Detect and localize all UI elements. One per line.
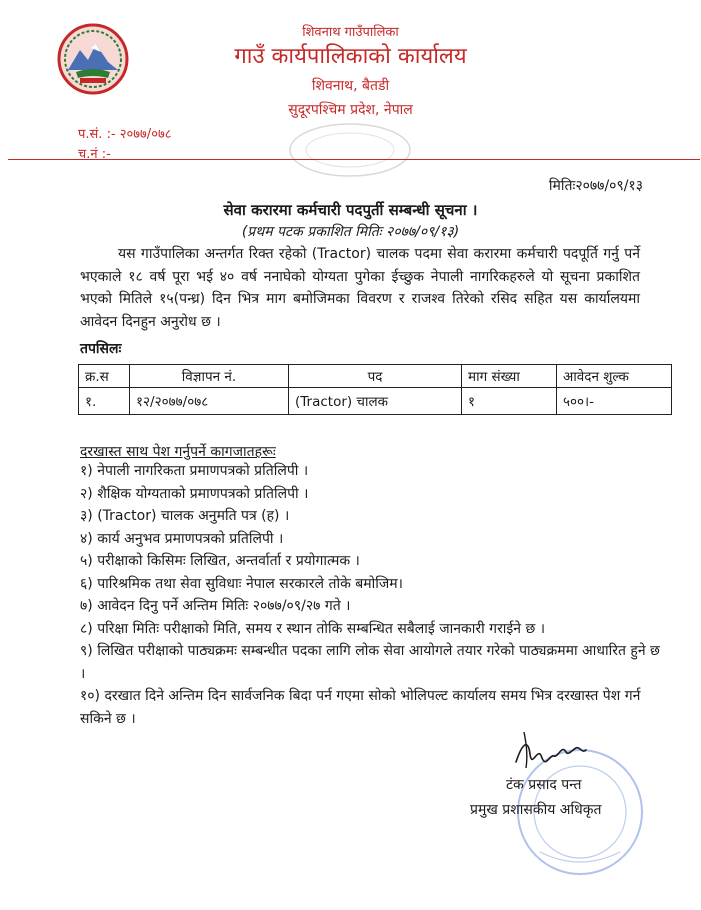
table-cell: ५००।- <box>557 388 672 415</box>
notice-subtitle: (प्रथम पटक प्रकाशित मितिः २०७७/०९/१३) <box>241 224 460 240</box>
table-header: विज्ञापन नं. <box>130 365 289 388</box>
list-item: ३) (Tractor) चालक अनुमति पत्र (ह) । <box>80 508 290 524</box>
notice-body-text: यस गाउँपालिका अन्तर्गत रिक्त रहेको (Tractor) चालक पदमा सेवा करारमा कर्मचारी पदपूर्ति गर्नु पर्ने भएकाले १८ वर्ष पूरा भई ४० वर्ष ननाघेको योग्यता पुगेका ईच्छुक नेपाली नागरिकहरुले यो सूचना प्रकाशित भएको मितिले १५(पन्ध्र) दिन भित्र माग बमोजिमका विवरण र राजश्व तिरेको रसिद सहित यस कार्यालयमा आवेदन दिनहुन अनुरोध छ । <box>80 246 640 330</box>
table-header-row <box>79 365 672 388</box>
list-item: २) शैक्षिक योग्यताको प्रमाणपत्रको प्रतिलिपी । <box>80 485 309 502</box>
table-cell: १ <box>462 388 557 415</box>
list-item: ८) परिक्षा मितिः परीक्षाको मिति, समय र स्थान तोकि सम्बन्धित सबैलाई जानकारी गराईने छ । <box>80 620 546 637</box>
signature <box>510 724 590 774</box>
notice-title: सेवा करारमा कर्मचारी पदपुर्ती सम्बन्धी सूचना । <box>223 201 478 219</box>
table-header: माग संख्या <box>462 365 557 388</box>
municipality-name: शिवनाथ गाउँपालिका <box>302 25 399 40</box>
faint-stamp-mark <box>280 120 420 180</box>
list-item: ९) लिखित परीक्षाको पाठ्यक्रमः सम्बन्धीत पदका लागि लोक सेवा आयोगले तयार गरेको पाठ्यक्रममा आधारित हुने छ । <box>80 643 660 682</box>
letterhead-divider <box>8 159 700 160</box>
signatory-name: टंक प्रसाद पन्त <box>506 777 582 793</box>
notice-body <box>80 243 640 333</box>
notice-date: मितिः२०७७/०९/१३ <box>548 178 643 194</box>
signatory-designation: प्रमुख प्रशासकीय अधिकृत <box>470 802 602 818</box>
table-cell: (Tractor) चालक <box>289 388 462 415</box>
office-province: सुदूरपश्चिम प्रदेश, नेपाल <box>288 102 413 118</box>
list-item: ४) कार्य अनुभव प्रमाणपत्रको प्रतिलिपी । <box>80 530 284 547</box>
table-header: आवेदन शुल्क <box>557 365 672 388</box>
list-item: १०) दरखात दिने अन्तिम दिन सार्वजनिक बिदा पर्न गएमा सोको भोलिपल्ट कार्यालय समय भित्र दरखास्त पेश गर्न सकिने छ । <box>80 688 641 727</box>
documents-list <box>80 460 660 730</box>
list-item: १) नेपाली नागरिकता प्रमाणपत्रको प्रतिलिपी । <box>80 463 309 479</box>
table-header: क्र.स <box>79 365 130 388</box>
table-cell: १२/२०७७/०७८ <box>130 388 289 415</box>
office-name: गाउँ कार्यपालिकाको कार्यालय <box>234 44 467 69</box>
documents-heading: दरखास्त साथ पेश गर्नुपर्ने कागजातहरूः <box>80 444 276 460</box>
table-row <box>79 388 672 415</box>
table-cell: १. <box>79 388 130 415</box>
table-header: पद <box>289 365 462 388</box>
office-place: शिवनाथ, बैतडी <box>311 78 390 94</box>
chalani-number: च.नं :- <box>78 147 111 162</box>
patra-sankhya: प.सं. :- २०७७/०७८ <box>78 127 172 142</box>
vacancy-table <box>78 364 672 415</box>
list-item: ५) परीक्षाको किसिमः लिखित, अन्तर्वार्ता र प्रयोगात्मक । <box>80 553 360 569</box>
list-item: ६) पारिश्रमिक तथा सेवा सुविधाः नेपाल सरकारले तोके बमोजिम। <box>80 575 403 592</box>
list-item: ७) आवेदन दिनु पर्ने अन्तिम मितिः २०७७/०९/२७ गते । <box>80 598 351 614</box>
tapsil-label: तपसिलः <box>80 341 122 357</box>
